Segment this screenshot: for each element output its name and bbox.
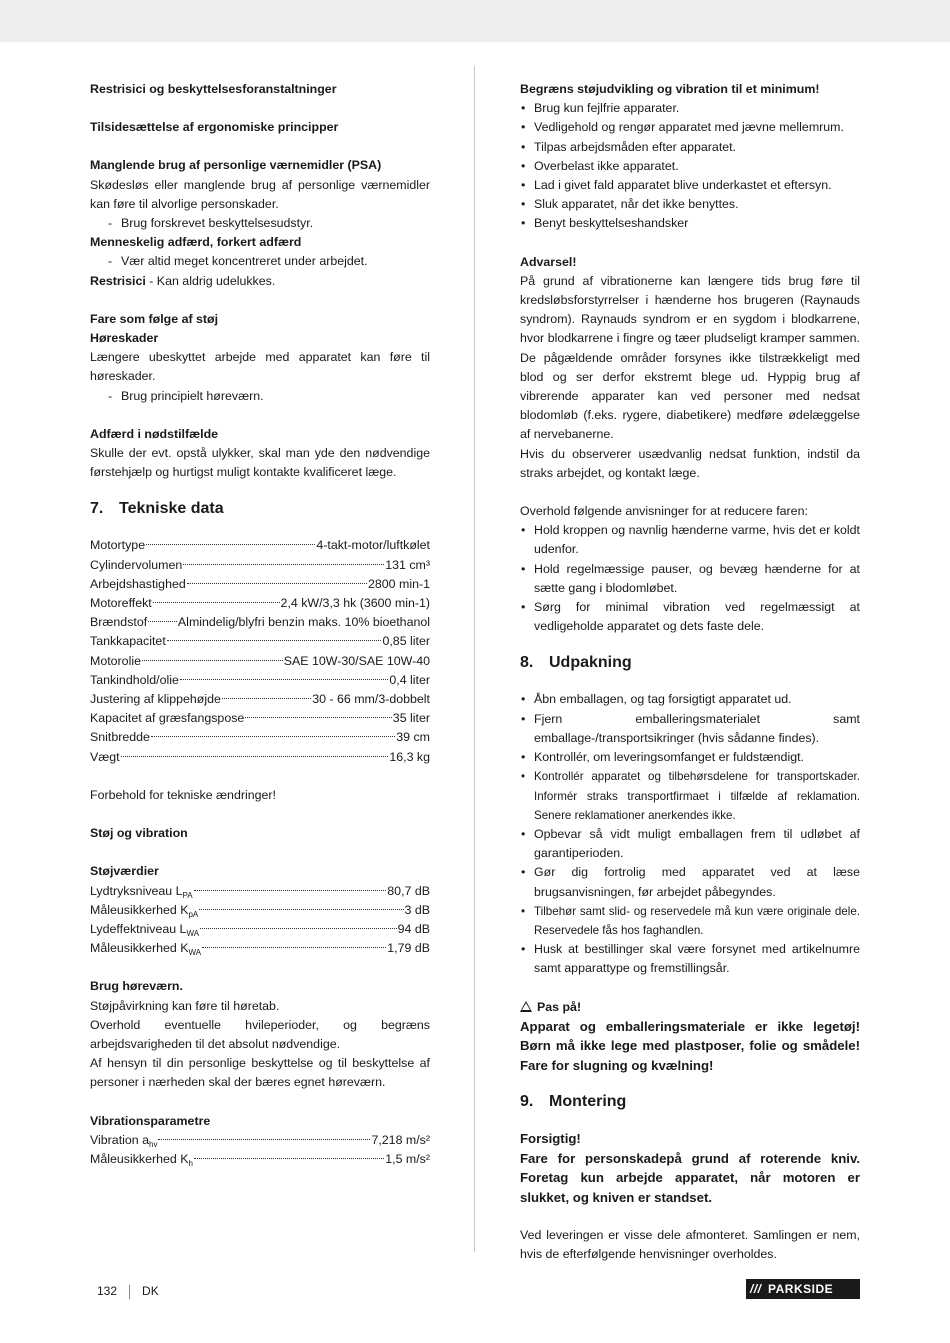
heading-horeskader: Høreskader xyxy=(90,331,159,346)
levering-text: Ved leveringen er visse dele afmonteret. Samlingen er nem, hvis de efterfølgende henvisninger overholdes. xyxy=(520,1228,860,1262)
language-code: DK xyxy=(142,1284,159,1298)
spec-row xyxy=(90,632,430,651)
spec-row-value: 4-takt-motor/luftkølet xyxy=(316,538,430,553)
spec-row xyxy=(90,613,430,632)
list-item: • Kontrollér, om leveringsomfanget er fuldstændigt. xyxy=(520,748,860,767)
nodstilfaelde-text: Skulle der evt. opstå ulykker, skal man yde den nødvendige førstehjælp og hurtigst muligt kontakte kvalificeret læge. xyxy=(90,446,430,480)
heading-ergonomi: Tilsidesættelse af ergonomiske principper xyxy=(90,120,339,135)
spec-row-leader xyxy=(142,660,283,661)
footer-divider xyxy=(129,1285,130,1299)
vibration-row xyxy=(90,1131,430,1150)
spec-row xyxy=(90,575,430,594)
list-item: • Tilpas arbejdsmåden efter apparatet. xyxy=(520,138,860,157)
spec-row-leader xyxy=(187,583,367,584)
spec-row xyxy=(90,728,430,747)
noise-row-leader xyxy=(194,890,387,891)
heading-stojvaerdier: Støjværdier xyxy=(90,864,159,879)
spec-row-label: Kapacitet af græsfangspose xyxy=(90,711,245,726)
spec-row-leader xyxy=(151,736,395,737)
list-item: • Hold regelmæssige pauser, og bevæg hænderne for at sætte gang i blodomløbet. xyxy=(520,560,860,598)
horevaern-text-2: Overhold eventuelle hvileperioder, og begræns arbejdsvarigheden til det absolut nødvendige. xyxy=(90,1017,430,1051)
spec-row xyxy=(90,709,430,728)
heading-stoj-fare: Fare som følge af støj xyxy=(90,311,219,326)
forsigtig-heading: Forsigtig! xyxy=(520,1131,581,1147)
noise-row-leader xyxy=(199,909,403,910)
heading-begraens: Begræns støjudvikling og vibration til et minimum! xyxy=(520,82,820,96)
spec-row xyxy=(90,652,430,671)
column-divider xyxy=(474,66,475,1252)
spec-row-value: 16,3 kg xyxy=(389,749,430,764)
list-item: • Fjern emballeringsmaterialet samt emballage-/transportsikringer (hvis sådanne findes). xyxy=(520,710,860,748)
spec-row-label: Vægt xyxy=(90,749,120,764)
vibration-row-value: 1,5 m/s² xyxy=(385,1151,430,1166)
spec-row xyxy=(90,690,430,709)
heading-vibrationsparametre: Vibrationsparametre xyxy=(90,1113,211,1128)
list-item: • Brug kun fejlfrie apparater. xyxy=(520,99,860,118)
heading-restrisici: Restrisici og beskyttelsesforanstaltninger xyxy=(90,82,337,96)
spec-row xyxy=(90,556,430,575)
spec-row-leader xyxy=(121,756,389,757)
forbehold-text: Forbehold for tekniske ændringer! xyxy=(90,787,276,802)
noise-row-value: 1,79 dB xyxy=(387,941,430,956)
page-footer xyxy=(97,1282,159,1301)
noise-row xyxy=(90,939,430,958)
section-8-heading: 8. Udpakning xyxy=(520,654,632,672)
vibration-list xyxy=(90,1131,430,1169)
top-bar xyxy=(0,0,950,42)
list-item: • Hold kroppen og navnlig hænderne varme, hvis det er koldt udenfor. xyxy=(520,521,860,559)
noise-row-value: 3 dB xyxy=(404,902,430,917)
udpakning-list xyxy=(520,690,860,978)
spec-row-leader xyxy=(146,544,315,545)
spec-row-label: Arbejdshastighed xyxy=(90,576,186,591)
heading-nodstilfaelde: Adfærd i nødstilfælde xyxy=(90,426,219,441)
heading-stoj-vibration: Støj og vibration xyxy=(90,826,188,841)
noise-row-leader xyxy=(200,928,397,929)
vibration-row-value: 7,218 m/s² xyxy=(371,1132,430,1147)
left-column xyxy=(90,80,430,1169)
spec-row-label: Tankindhold/olie xyxy=(90,672,179,687)
noise-row-leader xyxy=(202,947,386,948)
list-item: • Lad i givet fald apparatet blive underkastet et eftersyn. xyxy=(520,176,860,195)
noise-row-value: 80,7 dB xyxy=(387,883,430,898)
spec-row-value: Almindelig/blyfri benzin maks. 10% bioethanol xyxy=(177,615,430,630)
horevaern-text-3: Af hensyn til din personlige beskyttelse og til beskyttelse af personer i nærheden skal der bæres egnet høreværn. xyxy=(90,1056,430,1090)
right-column xyxy=(520,80,860,1265)
spec-row-value: SAE 10W-30/SAE 10W-40 xyxy=(283,653,430,668)
vibration-row-label: Vibration $a_{hv}$ xyxy=(90,1132,158,1149)
list-item: • Sluk apparatet, når det ikke benyttes. xyxy=(520,195,860,214)
spec-row xyxy=(90,748,430,767)
begraens-list xyxy=(520,99,860,233)
logo-stripes-icon: /// xyxy=(750,1282,762,1296)
spec-row-label: Snitbredde xyxy=(90,730,150,745)
noise-row xyxy=(90,920,430,939)
forsigtig-text: Fare for personskadepå grund af roterende kniv. Foretag kun arbejde apparatet, når motoren er slukket, og kniven er standset. xyxy=(520,1150,860,1205)
heading-horevaern: Brug høreværn. xyxy=(90,979,183,994)
vibration-row-label: Måleusikkerhed $K_h$ xyxy=(90,1151,193,1168)
advarsel-text-2: Hvis du observerer usædvanlig nedsat funktion, indstil da straks arbejdet, og kontakt læge. xyxy=(520,446,860,480)
spec-row-leader xyxy=(180,679,388,680)
spec-row xyxy=(90,536,430,555)
horeskader-text: Længere ubeskyttet arbejde med apparatet kan føre til høreskader. xyxy=(90,350,430,384)
spec-list xyxy=(90,536,430,766)
heading-advarsel: Advarsel! xyxy=(520,254,577,269)
spec-row xyxy=(90,594,430,613)
spec-row-label: Motorolie xyxy=(90,653,141,668)
list-item: • Husk at bestillinger skal være forsynet med artikelnumre samt apparattype og fremstillingsår. xyxy=(520,940,860,978)
restrisici-line: Restrisici - Kan aldrig udelukkes. xyxy=(90,273,276,288)
list-item: • Tilbehør samt slid- og reservedele må kun være originale dele. Reservedele fås hos faghandlen. xyxy=(520,902,860,940)
spec-row-label: Cylindervolumen xyxy=(90,557,183,572)
spec-row-label: Justering af klippehøjde xyxy=(90,692,221,707)
spec-row-value: 2,4 kW/3,3 hk (3600 min-1) xyxy=(280,596,430,611)
spec-row-leader xyxy=(148,621,177,622)
noise-row-value: 94 dB xyxy=(397,921,430,936)
page-number: 132 xyxy=(97,1284,118,1298)
spec-row-value: 30 - 66 mm/3-dobbelt xyxy=(312,692,430,707)
section-7-heading: 7. Tekniske data xyxy=(90,500,224,518)
vibration-row-leader xyxy=(194,1158,384,1159)
spec-row xyxy=(90,671,430,690)
psa-text: Skødesløs eller manglende brug af personlige værnemidler kan føre til alvorlige personskader. xyxy=(90,177,430,211)
adfaerd-dash-item: - Vær altid meget koncentreret under arbejdet. xyxy=(90,252,430,271)
vibration-row xyxy=(90,1150,430,1169)
spec-row-label: Tankkapacitet xyxy=(90,634,166,649)
warning-triangle-icon xyxy=(520,1001,532,1012)
noise-row xyxy=(90,882,430,901)
overhold-intro: Overhold følgende anvisninger for at reducere faren: xyxy=(520,504,808,519)
spec-row-label: Motoreffekt xyxy=(90,596,152,611)
list-item: • Åbn emballagen, og tag forsigtigt apparatet ud. xyxy=(520,690,860,709)
list-item: • Sørg for minimal vibration ved regelmæssigt at vedligeholde apparatet og dets faste dele. xyxy=(520,598,860,636)
noise-row-label: Lydtryksniveau $L_{PA}$ xyxy=(90,883,193,900)
list-item: • Benyt beskyttelseshandsker xyxy=(520,214,860,233)
spec-row-label: Motortype xyxy=(90,538,146,553)
horevaern-text-1: Støjpåvirkning kan føre til høretab. xyxy=(90,998,280,1013)
spec-row-value: 2800 min-1 xyxy=(368,576,430,591)
list-item: • Overbelast ikke apparatet. xyxy=(520,157,860,176)
vibration-row-leader xyxy=(158,1139,370,1140)
noise-row-label: Lydeffektniveau $L_{WA}$ xyxy=(90,921,200,938)
heading-psa: Manglende brug af personlige værnemidler (PSA) xyxy=(90,158,382,173)
advarsel-text: På grund af vibrationerne kan længere tids brug føre til kredsløbsforstyrrelser i hænderne hos brugeren (Raynauds syndrom). Raynauds syndrom er en sygdom i blodkarrene, hvor blodkarrene i fingre og tæer pludseligt kramper sammen. De pågældende områder forsynes ikke tilstrækkeligt med blod og ser derfor ekstremt blege ud. Hyppig brug af vibrerende apparater kan ved personer med nedsat blodomløb (f.eks. rygere, diabetikere) medføre ødelæggelse af nervebanerne. xyxy=(520,273,860,442)
spec-row-label: Brændstof xyxy=(90,615,148,630)
parkside-logo: /// PARKSIDE xyxy=(746,1279,860,1299)
spec-row-value: 0,85 liter xyxy=(382,634,430,649)
noise-row-label: Måleusikkerhed $K_{pA}$ xyxy=(90,902,199,919)
spec-row-value: 0,4 liter xyxy=(389,672,430,687)
noise-list xyxy=(90,882,430,959)
list-item: • Vedligehold og rengør apparatet med jævne mellemrum. xyxy=(520,118,860,137)
section-9-heading: 9. Montering xyxy=(520,1093,627,1111)
pas-paa-heading: Pas på! xyxy=(520,998,860,1017)
spec-row-leader xyxy=(153,602,280,603)
list-item: • Kontrollér apparatet og tilbehørsdelene for transportskader. Informér straks transportfirmaet i tilfælde af reklamation. Senere reklamationer anerkendes ikke. xyxy=(520,767,860,825)
noise-row xyxy=(90,901,430,920)
spec-row-value: 35 liter xyxy=(392,711,430,726)
heading-adfaerd: Menneskelig adfærd, forkert adfærd xyxy=(90,235,302,250)
list-item: • Gør dig fortrolig med apparatet ved at læse brugsanvisningen, før arbejdet påbegyndes. xyxy=(520,863,860,901)
noise-row-label: Måleusikkerhed $K_{WA}$ xyxy=(90,941,202,958)
spec-row-leader xyxy=(222,698,311,699)
spec-row-leader xyxy=(183,564,384,565)
list-item: • Opbevar så vidt muligt emballagen frem til udløbet af garantiperioden. xyxy=(520,825,860,863)
overhold-list xyxy=(520,521,860,636)
pas-paa-text: Apparat og emballeringsmateriale er ikke legetøj! Børn må ikke lege med plastposer, folie og smådele! Fare for slugning og kvælning! xyxy=(520,1018,860,1073)
spec-row-leader xyxy=(245,717,392,718)
psa-dash-item: - Brug forskrevet beskyttelsesudstyr. xyxy=(90,214,430,233)
horeskader-dash-item: - Brug principielt høreværn. xyxy=(90,387,430,406)
spec-row-value: 39 cm xyxy=(396,730,430,745)
spec-row-value: 131 cm³ xyxy=(385,557,430,572)
spec-row-leader xyxy=(167,640,382,641)
